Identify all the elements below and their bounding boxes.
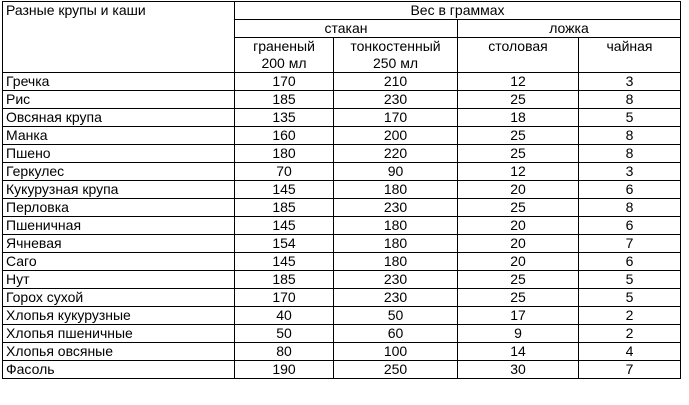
- cell-grain-name: Пшеничная: [3, 217, 235, 235]
- table-container: [2, 1, 681, 379]
- cell-tea-spoon: 5: [579, 109, 681, 127]
- table-row: [3, 307, 681, 325]
- cell-grain-name: Фасоль: [3, 361, 235, 379]
- table-row: [3, 361, 681, 379]
- cell-faceted-glass: 185: [235, 91, 334, 109]
- cell-grain-name: Саго: [3, 253, 235, 271]
- cell-faceted-glass: 185: [235, 271, 334, 289]
- cell-table-spoon: 14: [458, 343, 579, 361]
- cell-table-spoon: 20: [458, 217, 579, 235]
- cell-thin-glass: 210: [334, 73, 458, 91]
- cell-grain-name: Горох сухой: [3, 289, 235, 307]
- header-spoon: ложка: [458, 20, 681, 38]
- cell-grain-name: Овсяная крупа: [3, 109, 235, 127]
- header-table-spoon: столовая: [458, 38, 579, 73]
- header-faceted-line1: граненый: [253, 38, 315, 54]
- cell-thin-glass: 230: [334, 271, 458, 289]
- table-row: [3, 181, 681, 199]
- cell-faceted-glass: 145: [235, 217, 334, 235]
- cell-table-spoon: 25: [458, 91, 579, 109]
- cell-tea-spoon: 8: [579, 91, 681, 109]
- cell-faceted-glass: 160: [235, 127, 334, 145]
- table-row: [3, 235, 681, 253]
- cell-thin-glass: 180: [334, 253, 458, 271]
- cell-faceted-glass: 145: [235, 253, 334, 271]
- cell-tea-spoon: 2: [579, 325, 681, 343]
- cell-grain-name: Гречка: [3, 73, 235, 91]
- cell-grain-name: Пшено: [3, 145, 235, 163]
- table-row: [3, 109, 681, 127]
- cell-tea-spoon: 3: [579, 163, 681, 181]
- cell-thin-glass: 180: [334, 235, 458, 253]
- cell-faceted-glass: 135: [235, 109, 334, 127]
- cell-thin-glass: 230: [334, 199, 458, 217]
- cell-grain-name: Рис: [3, 91, 235, 109]
- cell-table-spoon: 20: [458, 235, 579, 253]
- cell-grain-name: Хлопья пшеничные: [3, 325, 235, 343]
- cell-table-spoon: 9: [458, 325, 579, 343]
- cell-table-spoon: 25: [458, 127, 579, 145]
- cell-faceted-glass: 40: [235, 307, 334, 325]
- header-thin-line2: 250 мл: [372, 55, 419, 71]
- cell-faceted-glass: 185: [235, 199, 334, 217]
- cell-thin-glass: 250: [334, 361, 458, 379]
- table-row: [3, 199, 681, 217]
- cell-tea-spoon: 3: [579, 73, 681, 91]
- table-header: [3, 2, 681, 73]
- cell-grain-name: Манка: [3, 127, 235, 145]
- cell-table-spoon: 20: [458, 181, 579, 199]
- cell-tea-spoon: 7: [579, 361, 681, 379]
- table-row: [3, 145, 681, 163]
- cell-thin-glass: 220: [334, 145, 458, 163]
- table-row: [3, 217, 681, 235]
- table-row: [3, 271, 681, 289]
- cell-thin-glass: 230: [334, 91, 458, 109]
- table-row: [3, 289, 681, 307]
- cell-faceted-glass: 50: [235, 325, 334, 343]
- cell-thin-glass: 170: [334, 109, 458, 127]
- cell-grain-name: Хлопья кукурузные: [3, 307, 235, 325]
- cell-thin-glass: 100: [334, 343, 458, 361]
- cell-thin-glass: 230: [334, 289, 458, 307]
- cell-tea-spoon: 6: [579, 181, 681, 199]
- cell-grain-name: Хлопья овсяные: [3, 343, 235, 361]
- cell-faceted-glass: 190: [235, 361, 334, 379]
- cell-table-spoon: 18: [458, 109, 579, 127]
- cell-thin-glass: 50: [334, 307, 458, 325]
- cell-thin-glass: 180: [334, 217, 458, 235]
- cell-table-spoon: 30: [458, 361, 579, 379]
- cell-tea-spoon: 5: [579, 271, 681, 289]
- cell-table-spoon: 25: [458, 199, 579, 217]
- header-tea-spoon: чайная: [579, 38, 681, 73]
- header-faceted-glass: [235, 38, 334, 73]
- cell-faceted-glass: 180: [235, 145, 334, 163]
- cell-table-spoon: 25: [458, 289, 579, 307]
- cell-tea-spoon: 6: [579, 253, 681, 271]
- header-grain-name: Разные крупы и каши: [3, 2, 235, 73]
- table-row: [3, 73, 681, 91]
- cell-table-spoon: 12: [458, 73, 579, 91]
- cell-table-spoon: 17: [458, 307, 579, 325]
- grain-weight-table: [2, 1, 681, 379]
- table-row: [3, 127, 681, 145]
- cell-table-spoon: 12: [458, 163, 579, 181]
- table-row: [3, 343, 681, 361]
- cell-tea-spoon: 8: [579, 145, 681, 163]
- table-row: [3, 253, 681, 271]
- header-weight: Вес в граммах: [235, 2, 681, 20]
- cell-tea-spoon: 6: [579, 217, 681, 235]
- table-row: [3, 91, 681, 109]
- table-row: [3, 325, 681, 343]
- header-glass: стакан: [235, 20, 458, 38]
- cell-grain-name: Геркулес: [3, 163, 235, 181]
- table-row: [3, 163, 681, 181]
- cell-faceted-glass: 170: [235, 289, 334, 307]
- cell-tea-spoon: 8: [579, 127, 681, 145]
- cell-thin-glass: 90: [334, 163, 458, 181]
- header-faceted-line2: 200 мл: [261, 55, 307, 71]
- cell-table-spoon: 20: [458, 253, 579, 271]
- cell-grain-name: Нут: [3, 271, 235, 289]
- cell-faceted-glass: 154: [235, 235, 334, 253]
- cell-faceted-glass: 80: [235, 343, 334, 361]
- cell-faceted-glass: 70: [235, 163, 334, 181]
- cell-faceted-glass: 170: [235, 73, 334, 91]
- cell-grain-name: Перловка: [3, 199, 235, 217]
- cell-thin-glass: 180: [334, 181, 458, 199]
- table-body: [3, 73, 681, 379]
- header-thin-glass: [334, 38, 458, 73]
- cell-faceted-glass: 145: [235, 181, 334, 199]
- cell-tea-spoon: 4: [579, 343, 681, 361]
- cell-table-spoon: 25: [458, 145, 579, 163]
- cut-off-next-row: [2, 396, 682, 405]
- cell-grain-name: Ячневая: [3, 235, 235, 253]
- cell-grain-name: Кукурузная крупа: [3, 181, 235, 199]
- header-thin-line1: тонкостенный: [350, 38, 441, 54]
- cell-thin-glass: 200: [334, 127, 458, 145]
- cell-tea-spoon: 7: [579, 235, 681, 253]
- cell-tea-spoon: 2: [579, 307, 681, 325]
- cell-tea-spoon: 8: [579, 199, 681, 217]
- cell-tea-spoon: 5: [579, 289, 681, 307]
- cell-table-spoon: 25: [458, 271, 579, 289]
- cell-thin-glass: 60: [334, 325, 458, 343]
